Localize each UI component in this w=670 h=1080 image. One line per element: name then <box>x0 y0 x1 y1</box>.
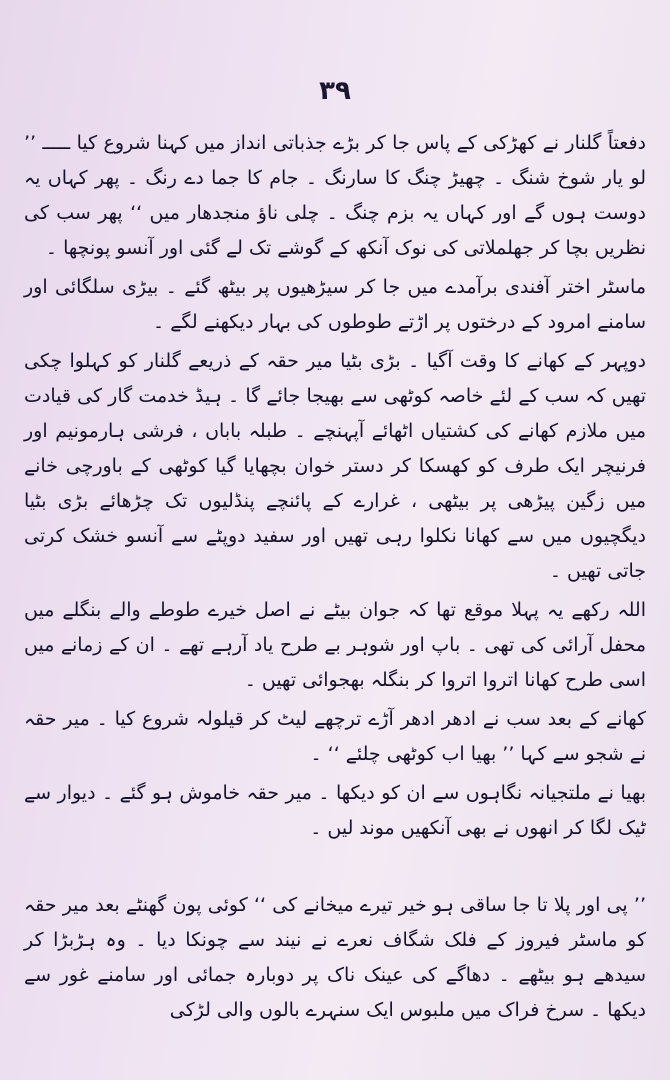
paragraph-5: کھانے کے بعد سب نے ادھر ادھر آڑے ترچھے لیٹ کر قیلولہ شروع کیا ۔ میر حقہ نے شجو سے کہا ’’ بھیا اب کوٹھی چلئے ‘‘ ۔ <box>24 708 646 765</box>
paragraph-2: ماسٹر اختر آفندی برآمدے میں جا کر سیڑھیوں پر بیٹھ گئے ۔ بیڑی سلگائی اور سامنے امرود کے درختوں پر اڑتے طوطوں کی بہار دیکھنے لگے ۔ <box>24 276 646 333</box>
body-text <box>24 126 646 1032</box>
paragraph-6: بھیا نے ملتجیانہ نگاہوں سے ان کو دیکھا ۔ میر حقہ خاموش ہو گئے ۔ دیوار سے ٹیک لگا کر انھوں نے بھی آنکھیں موند لیں ۔ <box>24 782 646 839</box>
paragraph-1: دفعتاً گلنار نے کھڑکی کے پاس جا کر بڑے جذباتی انداز میں کہنا شروع کیا ـــــ ’’ لو یار شوخ شنگ ۔ چھیڑ چنگ کا سارنگ ۔ جام کا جما دے رنگ ۔ پھر کہاں یہ دوست ہوں گے اور کہاں یہ بزم چنگ ۔ چلی ناؤ منجدھار میں ‘‘ پھر سب کی نظریں بچا کر جھلملاتی کی نوک آنکھ کے گوشے تک لے گئی اور آنسو پونچھا ۔ <box>24 132 646 259</box>
paragraph-7: ’’ پی اور پلا تا جا ساقی ہو خیر تیرے میخانے کی ‘‘ کوئی پون گھنٹے بعد میر حقہ کو ماسٹر فیروز کے فلک شگاف نعرے نے نیند سے چونکا دیا ۔ وہ ہڑبڑا کر سیدھے ہو بیٹھے ۔ دھاگے کی عینک ناک پر دوبارہ جمائی اور سامنے غور سے دیکھا ۔ سرخ فراک میں ملبوس ایک سنہرے بالوں والی لڑکی <box>24 894 646 1021</box>
page-number: ۳۹ <box>319 76 351 106</box>
paragraph-4: اللہ رکھے یہ پہلا موقع تھا کہ جوان بیٹے نے اصل خیرے طوطے والے بنگلے میں محفل آرائی کی تھی ۔ باپ اور شوہر بے طرح یاد آرہے تھے ۔ ان کے زمانے میں اسی طرح کھانا اتروا اتروا کر بنگلہ بھجوائی تھیں ۔ <box>24 599 646 691</box>
paragraph-3: دوپہر کے کھانے کا وقت آگیا ۔ بڑی بٹیا میر حقہ کے ذریعے گلنار کو کہلوا چکی تھیں کہ سب کے لئے خاصہ کوٹھی سے بھیجا جائے گا ۔ ہیڈ خدمت گار کی قیادت میں ملازم کھانے کی کشتیاں اٹھائے آپہنچے ۔ طبلہ باباں ، فرشی ہارمونیم اور فرنیچر ایک طرف کو کھسکا کر دستر خوان بچھایا گیا کوٹھی کے باورچی خانے میں زگین پیڑھی پر بیٹھی ، غرارے کے پائنچے پنڈلیوں تک چڑھائے بڑی بٹیا دیگچیوں میں سے کھانا نکلوا رہی تھیں اور سفید دوپٹے سے آنسو خشک کرتی جاتی تھیں ۔ <box>24 350 646 582</box>
section-break <box>24 850 646 888</box>
